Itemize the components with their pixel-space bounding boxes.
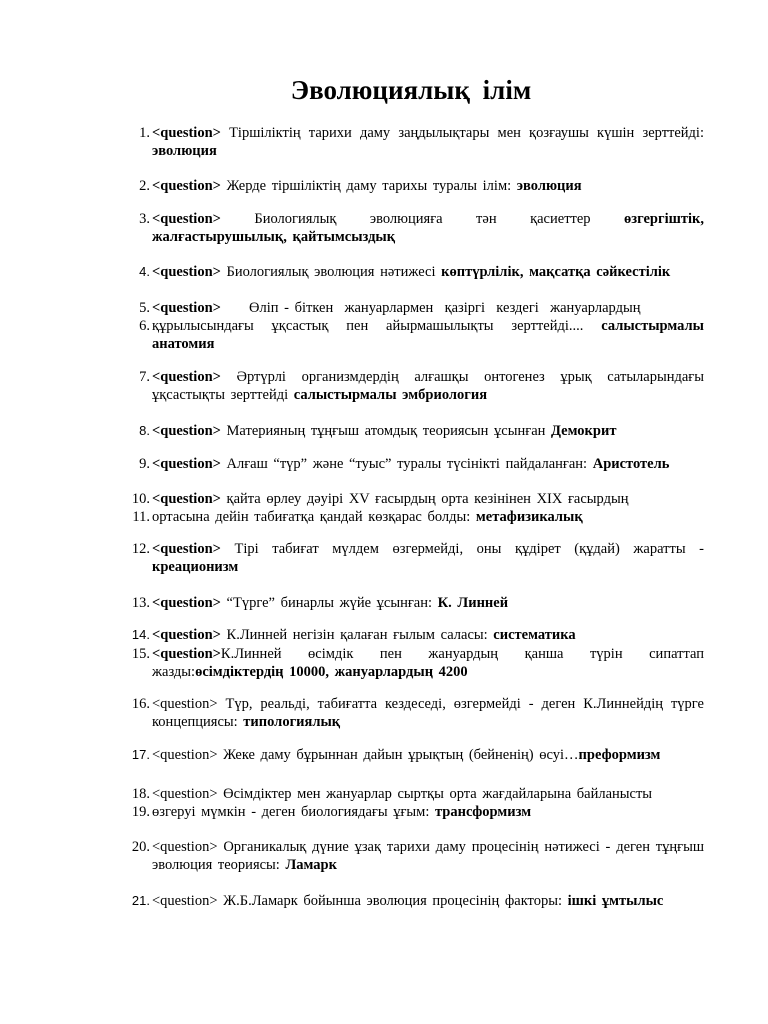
answer: метафизикалық: [475, 509, 583, 525]
item-number: 15.: [131, 646, 150, 662]
item-number: 9.: [139, 456, 150, 472]
item-text: [152, 838, 704, 874]
question-text: Өсімдіктер мен жануарлар сыртқы орта жағдайларына байланысты: [217, 786, 653, 802]
item-text: [152, 540, 704, 576]
item-number: 1.: [139, 125, 150, 141]
question-tag: <question>: [152, 747, 218, 763]
item-text: [152, 594, 704, 612]
question-tag: <question>: [152, 369, 221, 385]
item-number: 11.: [132, 509, 150, 525]
question-tag: <question>: [152, 211, 221, 227]
item-text: [152, 746, 704, 764]
question-tag: <question>: [152, 627, 221, 643]
question-text: Жеке даму бұрыннан дайын ұрықтың (бейненің) өсуі…: [217, 747, 579, 763]
item-number: 7.: [139, 369, 150, 385]
question-tag: <question>: [152, 264, 221, 280]
item-text-continued: [152, 317, 704, 353]
question-tag: <question>: [152, 300, 221, 316]
answer: К. Линней: [437, 595, 509, 611]
item-text: [152, 177, 704, 195]
question-text: “Түрге” бинарлы жүйе ұсынған:: [220, 595, 438, 611]
question-tag: <question>: [152, 456, 221, 472]
item-number: 13.: [131, 595, 150, 611]
question-text: К.Линней негізін қалаған ғылым саласы:: [220, 627, 494, 643]
answer: Аристотель: [592, 456, 670, 472]
answer: көптүрлілік, мақсатқа сәйкестілік: [441, 264, 671, 280]
item-number: 17.: [131, 747, 150, 762]
item-number: 20.: [131, 839, 150, 855]
question-text: қайта өрлеу дәуірі XV ғасырдың орта кезінінен XIX ғасырдың: [220, 491, 629, 507]
item-number: 10.: [131, 491, 150, 507]
item-number: 18.: [131, 786, 150, 802]
answer: Ламарк: [285, 857, 337, 873]
item-text-continued: [152, 803, 704, 821]
question-text: Әртүрлі организмдердің алғашқы онтогенез ұрық сатыларындағы ұқсастықты зерттейді: [152, 369, 704, 403]
item-number: 12.: [131, 541, 150, 557]
item-number: 14.: [131, 627, 150, 642]
item-text-continued: [152, 508, 704, 526]
question-text: Материяның тұңғыш атомдық теориясын ұсынған: [220, 423, 552, 439]
item-text: [152, 455, 704, 473]
item-number: 4.: [139, 264, 150, 279]
answer: салыстырмалы эмбриология: [293, 387, 488, 403]
item-text: [152, 695, 704, 731]
question-text: өзгеруі мүмкін - деген биологиядағы ұғым:: [152, 804, 435, 820]
question-tag: <question>: [152, 839, 218, 855]
item-text: [152, 490, 704, 508]
item-text: [152, 626, 704, 644]
question-tag: <question>: [152, 125, 221, 141]
question-text: К.Линней өсімдік пен жануардың қанша түрін сипаттап жазды:: [152, 646, 704, 680]
item-number: 2.: [139, 178, 150, 194]
item-text: [152, 368, 704, 404]
question-tag: <question>: [152, 786, 218, 802]
question-text: Жерде тіршіліктің даму тарихы туралы ілім:: [220, 178, 517, 194]
answer: өсімдіктердің 10000, жануарлардың 4200: [195, 664, 468, 680]
answer: креационизм: [152, 559, 239, 575]
question-tag: <question>: [152, 491, 221, 507]
answer: систематика: [493, 627, 576, 643]
item-number: 16.: [131, 696, 150, 712]
item-number: 21.: [131, 893, 150, 908]
question-text: Биологиялық эволюцияға тән қасиеттер: [220, 211, 625, 227]
item-number: 5.: [139, 300, 150, 316]
question-tag: <question>: [152, 595, 221, 611]
item-number: 3.: [139, 211, 150, 227]
question-text: Тірі табиғат мүлдем өзгермейді, оны құдірет (құдай) жаратты -: [220, 541, 704, 557]
question-text: Ж.Б.Ламарк бойынша эволюция процесінің факторы:: [217, 893, 568, 909]
answer: эволюция: [516, 178, 582, 194]
answer: ішкі ұмтылыс: [567, 893, 664, 909]
question-text: Тіршіліктің тарихи даму заңдылықтары мен қозғаушы күшін зерттейді:: [220, 125, 704, 141]
item-text: [152, 892, 704, 910]
item-text: [152, 645, 704, 681]
item-text: [152, 422, 704, 440]
question-text: ортасына дейін табиғатқа қандай көзқарас болды:: [152, 509, 476, 525]
item-text: [152, 210, 704, 246]
question-tag: <question>: [152, 178, 221, 194]
item-text: [152, 124, 704, 160]
item-text: [152, 299, 704, 317]
item-text: [152, 263, 704, 281]
item-text: [152, 785, 704, 803]
question-text: Органикалық дүние ұзақ тарихи даму процесінің нәтижесі - деген тұңғыш эволюция теориясы:: [152, 839, 704, 873]
question-text: Биологиялық эволюция нәтижесі: [220, 264, 442, 280]
question-tag: <question>: [152, 541, 221, 557]
answer: өзгергіштік, жалғастырушылық, қайтымсыздық: [152, 211, 704, 245]
question-tag: <question>: [152, 423, 221, 439]
answer: трансформизм: [435, 804, 532, 820]
question-tag: <question>: [152, 646, 221, 662]
answer: преформизм: [578, 747, 661, 763]
question-tag: <question>: [152, 696, 218, 712]
question-text: Өліп - біткен жануарлармен қазіргі кездегі жануарлардың: [220, 300, 641, 316]
answer: салыстырмалы анатомия: [152, 318, 704, 352]
question-text: құрылысындағы ұқсастық пен айырмашылықты зерттейді....: [152, 318, 602, 334]
question-text: Алғаш “түр” және “туыс” туралы түсінікті пайдаланған:: [220, 456, 593, 472]
item-number: 6.: [139, 318, 150, 334]
answer: типологиялық: [243, 714, 341, 730]
answer: Демокрит: [551, 423, 617, 439]
item-number: 8.: [139, 423, 150, 438]
answer: эволюция: [152, 143, 217, 159]
question-text: Түр, реальді, табиғатта кездеседі, өзгермейді - деген К.Линнейдің түрге концепциясы:: [152, 696, 704, 730]
question-tag: <question>: [152, 893, 218, 909]
item-number: 19.: [131, 804, 150, 820]
page-title: Эволюциялық ілім: [290, 75, 532, 105]
